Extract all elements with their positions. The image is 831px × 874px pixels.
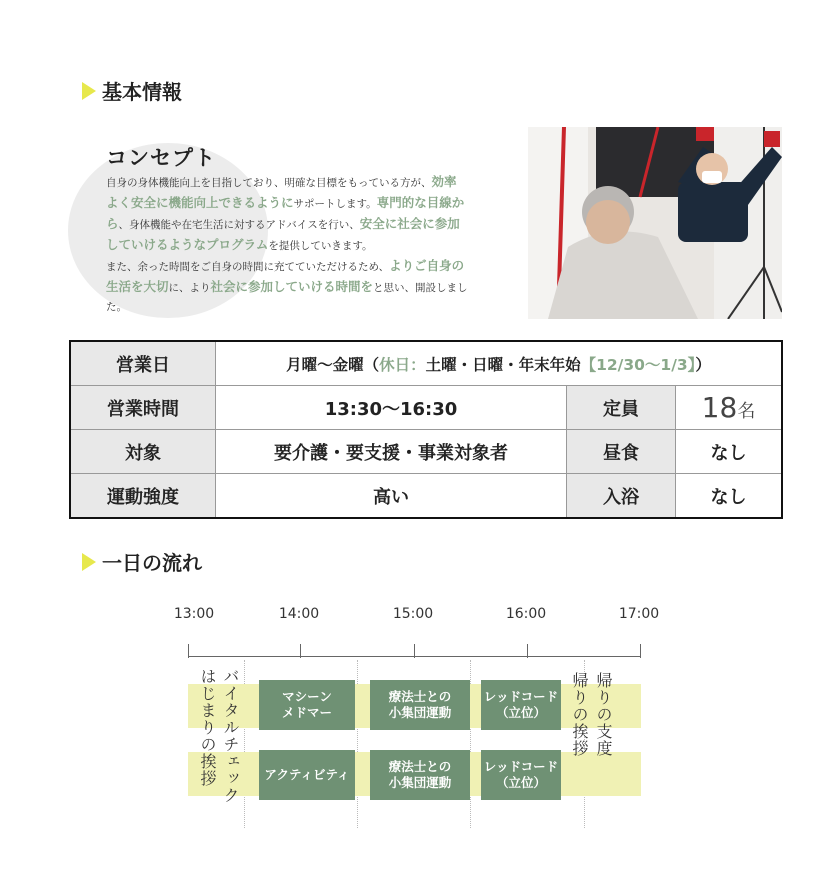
- time-label: 15:00: [392, 606, 434, 622]
- concept-text: と思い、開設しました。: [106, 282, 468, 313]
- vital-check-text: バイタルチェック: [221, 668, 240, 804]
- holiday-label: 休日：: [379, 355, 426, 374]
- triangle-marker-icon: [82, 82, 96, 100]
- concept-text: サポートします。: [293, 198, 377, 210]
- info-table: [69, 340, 783, 519]
- concept-body: [106, 172, 468, 317]
- hours-value: 13:30〜16:30: [216, 386, 567, 430]
- target-value: 要介護・要支援・事業対象者: [216, 430, 567, 474]
- activity-box: レッドコード （立位）: [481, 750, 561, 800]
- concept-title: コンセプト: [106, 146, 216, 170]
- close-paren: ）: [695, 355, 711, 374]
- return-greeting-text: 帰りの挨拶: [570, 672, 589, 757]
- lunch-label: 昼食: [567, 430, 676, 474]
- axis-tick: [527, 644, 528, 658]
- concept-text: に、より: [168, 282, 211, 294]
- concept-text: 、身体機能や在宅生活に対するアドバイスを行い、: [118, 219, 360, 231]
- holiday-text: 土曜・日曜・年末年始: [425, 355, 581, 374]
- section-heading-day-flow: [82, 547, 202, 576]
- axis-tick: [640, 644, 641, 658]
- lunch-value: なし: [676, 430, 783, 474]
- time-label: 16:00: [505, 606, 547, 622]
- concept-highlight: 効率よく安全に機能向上できるように: [106, 174, 457, 210]
- table-row: [70, 341, 782, 386]
- time-label: 17:00: [618, 606, 660, 622]
- concept-text: また、余った時間をご自身の時間に充てていただけるため、: [106, 261, 390, 273]
- concept-highlight: よりご自身の生活を大切: [106, 258, 465, 294]
- intensity-value: 高い: [216, 474, 567, 519]
- capacity-label: 定員: [567, 386, 676, 430]
- axis-tick: [188, 644, 189, 658]
- capacity-number: 18: [701, 391, 738, 424]
- intensity-label: 運動強度: [70, 474, 216, 519]
- bath-value: なし: [676, 474, 783, 519]
- time-label: 14:00: [278, 606, 320, 622]
- target-label: 対象: [70, 430, 216, 474]
- business-days-label: 営業日: [70, 341, 216, 386]
- hours-label: 営業時間: [70, 386, 216, 430]
- axis-tick: [414, 644, 415, 658]
- table-row: [70, 474, 782, 519]
- concept-text: を提供していきます。: [268, 240, 373, 252]
- concept-highlight: 安全に社会に参加していけるようなプログラム: [106, 216, 460, 252]
- concept-highlight: 社会に参加していける時間を: [210, 279, 374, 294]
- holiday-range: 【12/30〜1/3】: [580, 355, 696, 374]
- triangle-marker-icon: [82, 553, 96, 571]
- bath-label: 入浴: [567, 474, 676, 519]
- return-prep-text: 帰りの支度: [594, 672, 613, 757]
- start-greeting-text: はじまりの挨拶: [198, 668, 217, 787]
- section-heading-basic-info: [82, 76, 182, 105]
- table-row: [70, 386, 782, 430]
- axis-tick: [300, 644, 301, 658]
- activity-box: 療法士との 小集団運動: [370, 680, 470, 730]
- section-title: 一日の流れ: [102, 551, 202, 575]
- time-label: 13:00: [173, 606, 215, 622]
- activity-box: レッドコード （立位）: [481, 680, 561, 730]
- concept-highlight: 専門的な目線から: [106, 195, 465, 231]
- table-row: [70, 430, 782, 474]
- capacity-value: [676, 386, 783, 430]
- days-text: 月曜〜金曜（: [286, 355, 380, 374]
- rehab-photo: [528, 127, 782, 319]
- section-title: 基本情報: [102, 80, 182, 104]
- activity-box: マシーン メドマー: [259, 680, 355, 730]
- business-days-value: [216, 341, 783, 386]
- concept-text: 自身の身体機能向上を目指しており、明確な目標をもっている方が、: [106, 177, 432, 189]
- capacity-unit: 名: [737, 401, 756, 422]
- activity-box: 療法士との 小集団運動: [370, 750, 470, 800]
- activity-box: アクティビティ: [259, 750, 355, 800]
